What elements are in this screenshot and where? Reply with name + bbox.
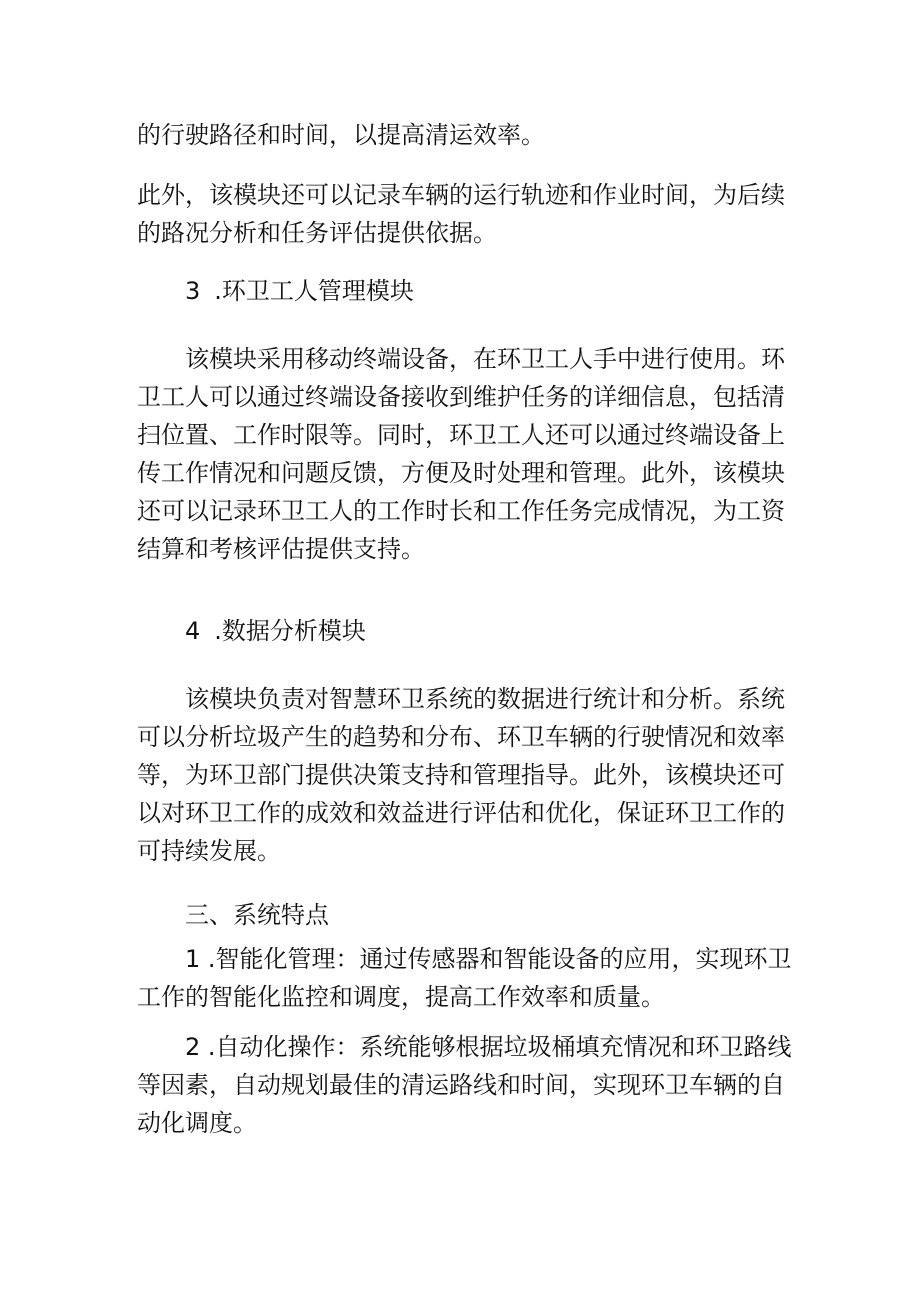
heading-title: .数据分析模块 (214, 617, 366, 645)
heading-title: .环卫工人管理模块 (214, 277, 414, 305)
paragraph-continuation: 的行驶路径和时间，以提高清运效率。 (137, 121, 545, 149)
heading-sanitation-worker-module (185, 272, 414, 310)
heading-number: 3 (185, 277, 201, 305)
paragraph-trajectory-note: 此外，该模块还可以记录车辆的运行轨迹和作业时间，为后续的路况分析和任务评估提供依据。 (137, 181, 785, 247)
feature-automated-operation: 2 .自动化操作：系统能够根据垃圾桶填充情况和环卫路线等因素，自动规划最佳的清运路线和时间，实现环卫车辆的自动化调度。 (137, 1033, 792, 1137)
feature-intelligent-management: 1 .智能化管理：通过传感器和智能设备的应用，实现环卫工作的智能化监控和调度，提高工作效率和质量。 (137, 945, 792, 1011)
heading-data-analysis-module (185, 612, 366, 650)
paragraph-worker-module: 该模块采用移动终端设备，在环卫工人手中进行使用。环卫工人可以通过终端设备接收到维护任务的详细信息，包括清扫位置、工作时限等。同时，环卫工人还可以通过终端设备上传工作情况和问题反馈，方便及时处理和管理。此外，该模块还可以记录环卫工人的工作时长和工作任务完成情况，为工资结算和考核评估提供支持。 (137, 345, 785, 563)
paragraph-data-analysis: 该模块负责对智慧环卫系统的数据进行统计和分析。系统可以分析垃圾产生的趋势和分布、环卫车辆的行驶情况和效率等，为环卫部门提供决策支持和管理指导。此外，该模块还可以对环卫工作的成效和效益进行评估和优化，保证环卫工作的可持续发展。 (137, 685, 785, 865)
heading-number: 4 (185, 617, 201, 645)
section-heading-system-features: 三、系统特点 (185, 901, 329, 929)
